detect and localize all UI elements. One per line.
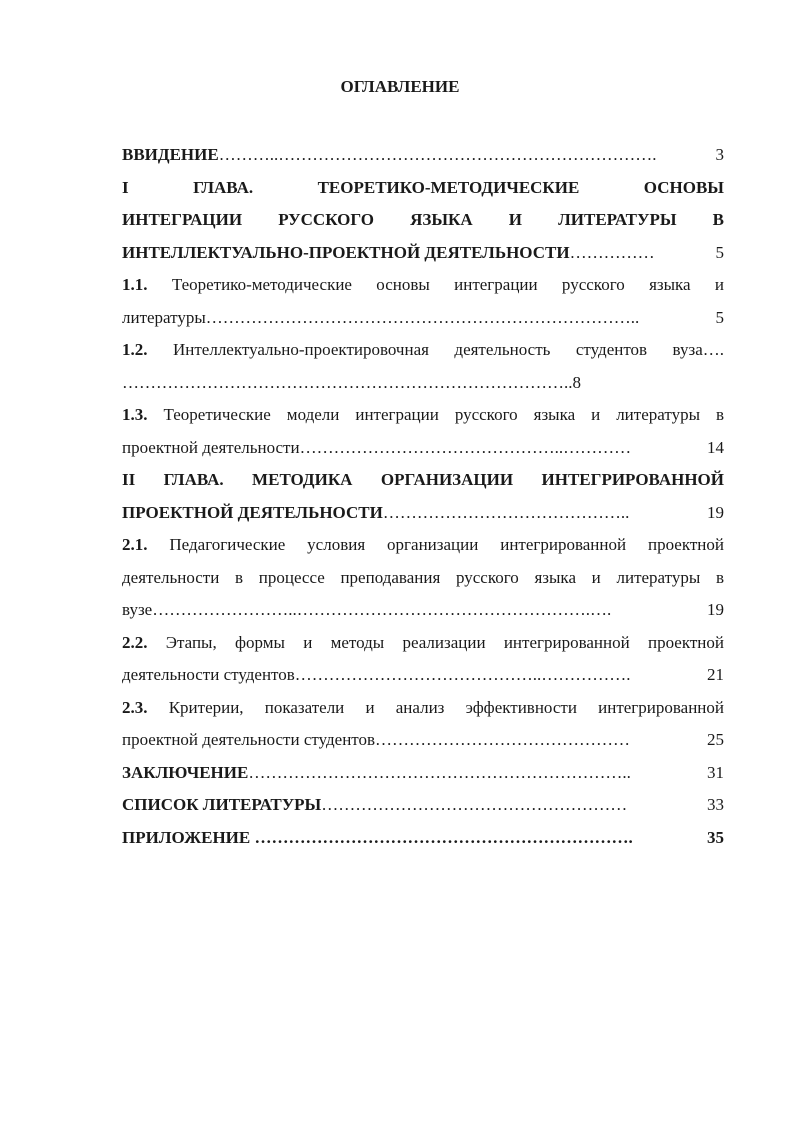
toc-chapter-1-line-3[interactable] — [122, 237, 724, 270]
toc-page-number: 25 — [707, 730, 724, 749]
toc-chapter-2-line-2[interactable] — [122, 497, 724, 530]
toc-label: вузе — [122, 600, 153, 619]
toc-section-2-1-line-3[interactable] — [122, 594, 724, 627]
toc-section-1-1-line-2[interactable] — [122, 302, 724, 335]
toc-section-2-3-line-2[interactable] — [122, 724, 724, 757]
toc-section-2-2-line-1[interactable] — [122, 627, 724, 660]
toc-entry-references[interactable] — [122, 789, 724, 822]
toc-label: деятельности студентов — [122, 665, 295, 684]
toc-page-number: 5 — [715, 307, 724, 327]
toc-label: Теоретические модели интеграции русского языка и литературы в — [163, 405, 724, 424]
toc-entry-appendix[interactable] — [122, 822, 724, 855]
toc-section-number: 2.2. — [122, 632, 148, 652]
toc-page-number: 14 — [707, 437, 724, 457]
toc-label: проектной деятельности студентов — [122, 730, 376, 749]
toc-entry-introduction[interactable] — [122, 139, 724, 172]
toc-leader-dots: …………… — [569, 242, 655, 262]
toc-label: Теоретико-методические основы интеграции русского языка и — [171, 275, 724, 294]
toc-section-1-3-line-1[interactable] — [122, 399, 724, 432]
toc-section-number: 1.2. — [122, 340, 148, 359]
page-title: ОГЛАВЛЕНИЕ — [340, 77, 460, 96]
toc-leader-dots: ………..…………………………………………………………. — [218, 145, 657, 164]
toc-section-1-1-line-1[interactable] — [122, 269, 724, 302]
toc-page-number: 21 — [707, 665, 724, 684]
toc-chapter-2-line-1[interactable]: II ГЛАВА. МЕТОДИКА ОРГАНИЗАЦИИ ИНТЕГРИРОВАННОЙ — [122, 470, 724, 489]
table-of-contents — [122, 139, 724, 854]
toc-section-1-3-line-2[interactable] — [122, 432, 724, 465]
toc-section-2-1-line-1[interactable] — [122, 529, 724, 562]
toc-page-number: 35 — [707, 827, 724, 847]
toc-leader-dots: …………………………………………………………………….. — [122, 372, 573, 392]
toc-leader-dots: ……………………..…………………………………………….…. — [152, 600, 612, 619]
toc-section-1-2-line-1[interactable] — [122, 334, 724, 367]
toc-page-number: 19 — [707, 502, 724, 522]
toc-leader-dots: ……………………………………………… — [321, 795, 628, 814]
toc-page-number: 31 — [707, 762, 724, 782]
toc-page-number: 8 — [572, 372, 581, 392]
toc-section-number: 1.3. — [122, 405, 148, 424]
toc-section-number: 2.3. — [122, 697, 148, 717]
toc-leader-dots: ………………………………………………………….. — [248, 762, 631, 782]
toc-section-number: 1.1. — [122, 275, 148, 294]
toc-label: литературы — [122, 307, 206, 327]
toc-page-number: 33 — [707, 795, 724, 814]
toc-label: проектной деятельности — [122, 437, 300, 457]
toc-page-number: 3 — [715, 145, 724, 164]
toc-page-number: 19 — [707, 600, 724, 619]
toc-section-1-2-line-2[interactable] — [122, 367, 724, 400]
toc-entry-conclusion[interactable] — [122, 757, 724, 790]
toc-chapter-1-line-1[interactable]: I ГЛАВА. ТЕОРЕТИКО-МЕТОДИЧЕСКИЕ ОСНОВЫ — [122, 177, 724, 197]
toc-label: ПРОЕКТНОЙ ДЕЯТЕЛЬНОСТИ — [122, 502, 383, 522]
toc-label: ПРИЛОЖЕНИЕ — [122, 827, 251, 847]
toc-label: ЗАКЛЮЧЕНИЕ — [122, 762, 249, 782]
toc-label: ИНТЕЛЛЕКТУАЛЬНО-ПРОЕКТНОЙ ДЕЯТЕЛЬНОСТИ — [122, 242, 570, 262]
toc-label: Интеллектуально-проектировочная деятельность студентов вуза…. — [172, 340, 724, 359]
toc-leader-dots: …………………………………….. — [382, 502, 630, 522]
toc-section-2-1-line-2[interactable]: деятельности в процессе преподавания русского языка и литературы в — [122, 567, 724, 587]
toc-chapter-1-line-2[interactable]: ИНТЕГРАЦИИ РУССКОГО ЯЗЫКА И ЛИТЕРАТУРЫ В — [122, 210, 724, 229]
toc-leader-dots: ………………………………………………………………….. — [205, 307, 640, 327]
toc-label: Критерии, показатели и анализ эффективности интегрированной — [168, 697, 724, 717]
toc-label: Педагогические условия организации интегрированной проектной — [169, 535, 724, 554]
toc-section-2-3-line-1[interactable] — [122, 692, 724, 725]
toc-leader-dots: ……………………………………… — [375, 730, 631, 749]
toc-label: СПИСОК ЛИТЕРАТУРЫ — [122, 795, 322, 814]
toc-leader-dots: …………………………………………………………. — [250, 827, 633, 847]
toc-label: ВВИДЕНИЕ — [122, 145, 219, 164]
toc-leader-dots: ……………………………………..……………. — [294, 665, 631, 684]
toc-page-number: 5 — [715, 242, 724, 262]
toc-section-2-2-line-2[interactable] — [122, 659, 724, 692]
toc-section-number: 2.1. — [122, 535, 148, 554]
toc-label: Этапы, формы и методы реализации интегрированной проектной — [165, 632, 724, 652]
toc-leader-dots: ………………………………………..………… — [299, 437, 632, 457]
